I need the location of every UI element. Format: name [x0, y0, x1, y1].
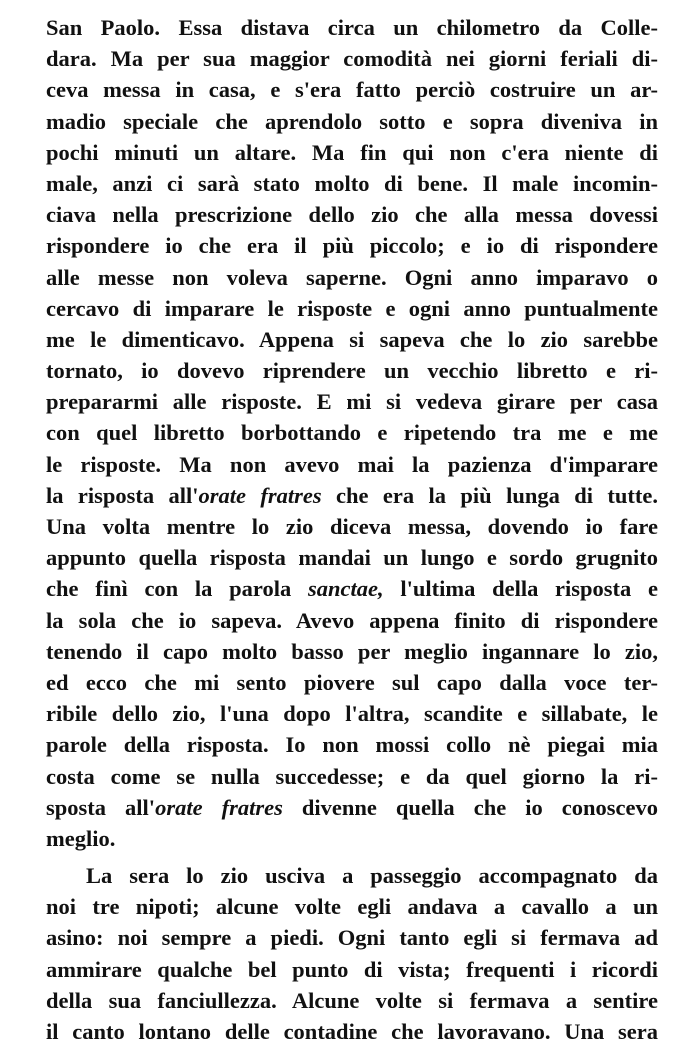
text-line: La sera lo zio usciva a passeggio accompagnato da	[86, 863, 658, 889]
text-line: cercavo di imparare le risposte e ogni anno puntualmente	[46, 295, 658, 321]
italic-phrase: orate fratres	[198, 482, 322, 508]
text-line: ammirare qualche bel punto di vista; frequenti i ricordi	[46, 956, 658, 982]
text-line: le risposte. Ma non avevo mai la pazienza d'imparare	[46, 451, 658, 477]
text-line: madio speciale che aprendolo sotto e sopra diveniva in	[46, 108, 658, 134]
text-line: tornato, io dovevo riprendere un vecchio libretto e ri-	[46, 358, 658, 384]
italic-phrase: sanctae,	[307, 576, 384, 602]
text-line: ribile dello zio, l'una dopo l'altra, scandite e sillabate, le	[46, 701, 658, 727]
text-line: ceva messa in casa, e s'era fatto perciò costruire un ar-	[46, 77, 658, 103]
text-line: rispondere io che era il più piccolo; e io di rispondere	[46, 233, 658, 259]
paragraph-2	[46, 860, 658, 1047]
text-run: la risposta all'	[46, 482, 199, 508]
text-line: meglio.	[46, 825, 116, 851]
text-line: alle messe non voleva saperne. Ogni anno imparavo o	[46, 264, 658, 290]
text-line: noi tre nipoti; alcune volte egli andava a cavallo a un	[46, 894, 658, 920]
text-line: della sua fanciullezza. Alcune volte si fermava a sentire	[46, 987, 658, 1013]
text-line: ciava nella prescrizione dello zio che alla messa dovessi	[46, 202, 658, 228]
text-line	[46, 792, 658, 823]
text-line: costa come se nulla succedesse; e da quel giorno la ri-	[46, 763, 658, 789]
text-line: me le dimenticavo. Appena si sapeva che lo zio sarebbe	[46, 326, 658, 352]
text-run: l'ultima della risposta e	[383, 576, 659, 602]
text-line: San Paolo. Essa distava circa un chilometro da Colle-	[46, 15, 658, 40]
text-line: Una volta mentre lo zio diceva messa, dovendo io fare	[46, 514, 658, 539]
text-line: male, anzi ci sarà stato molto di bene. Il male incomin-	[46, 170, 658, 196]
text-run: divenne quella che io conoscevo	[282, 794, 658, 820]
text-line: dara. Ma per sua maggior comodità nei giorni feriali di-	[46, 46, 658, 72]
text-line: pochi minuti un altare. Ma fin qui non c'era niente di	[46, 139, 658, 165]
text-line: prepararmi alle risposte. E mi si vedeva girare per casa	[46, 389, 658, 415]
text-run: che finì con la parola	[46, 576, 308, 602]
text-run: sposta all'	[46, 794, 156, 820]
text-line: tenendo il capo molto basso per meglio ingannare lo zio,	[46, 638, 658, 664]
text-line: ed ecco che mi sento piovere sul capo dalla voce ter-	[46, 669, 658, 695]
paragraph-1	[46, 12, 658, 854]
text-line	[46, 480, 658, 511]
text-line: la sola che io sapeva. Avevo appena finito di rispondere	[46, 607, 658, 633]
text-line: asino: noi sempre a piedi. Ogni tanto egli si fermava ad	[46, 925, 658, 951]
document-page	[46, 12, 658, 1047]
italic-phrase: orate fratres	[155, 794, 283, 820]
text-line: il canto lontano delle contadine che lavoravano. Una sera	[46, 1019, 658, 1044]
text-run: che era la più lunga di tutte.	[321, 482, 658, 508]
text-line: appunto quella risposta mandai un lungo e sordo grugnito	[46, 545, 658, 571]
text-line	[46, 573, 658, 604]
text-line: con quel libretto borbottando e ripetendo tra me e me	[46, 420, 658, 446]
text-line: parole della risposta. Io non mossi collo nè piegai mia	[46, 732, 658, 758]
